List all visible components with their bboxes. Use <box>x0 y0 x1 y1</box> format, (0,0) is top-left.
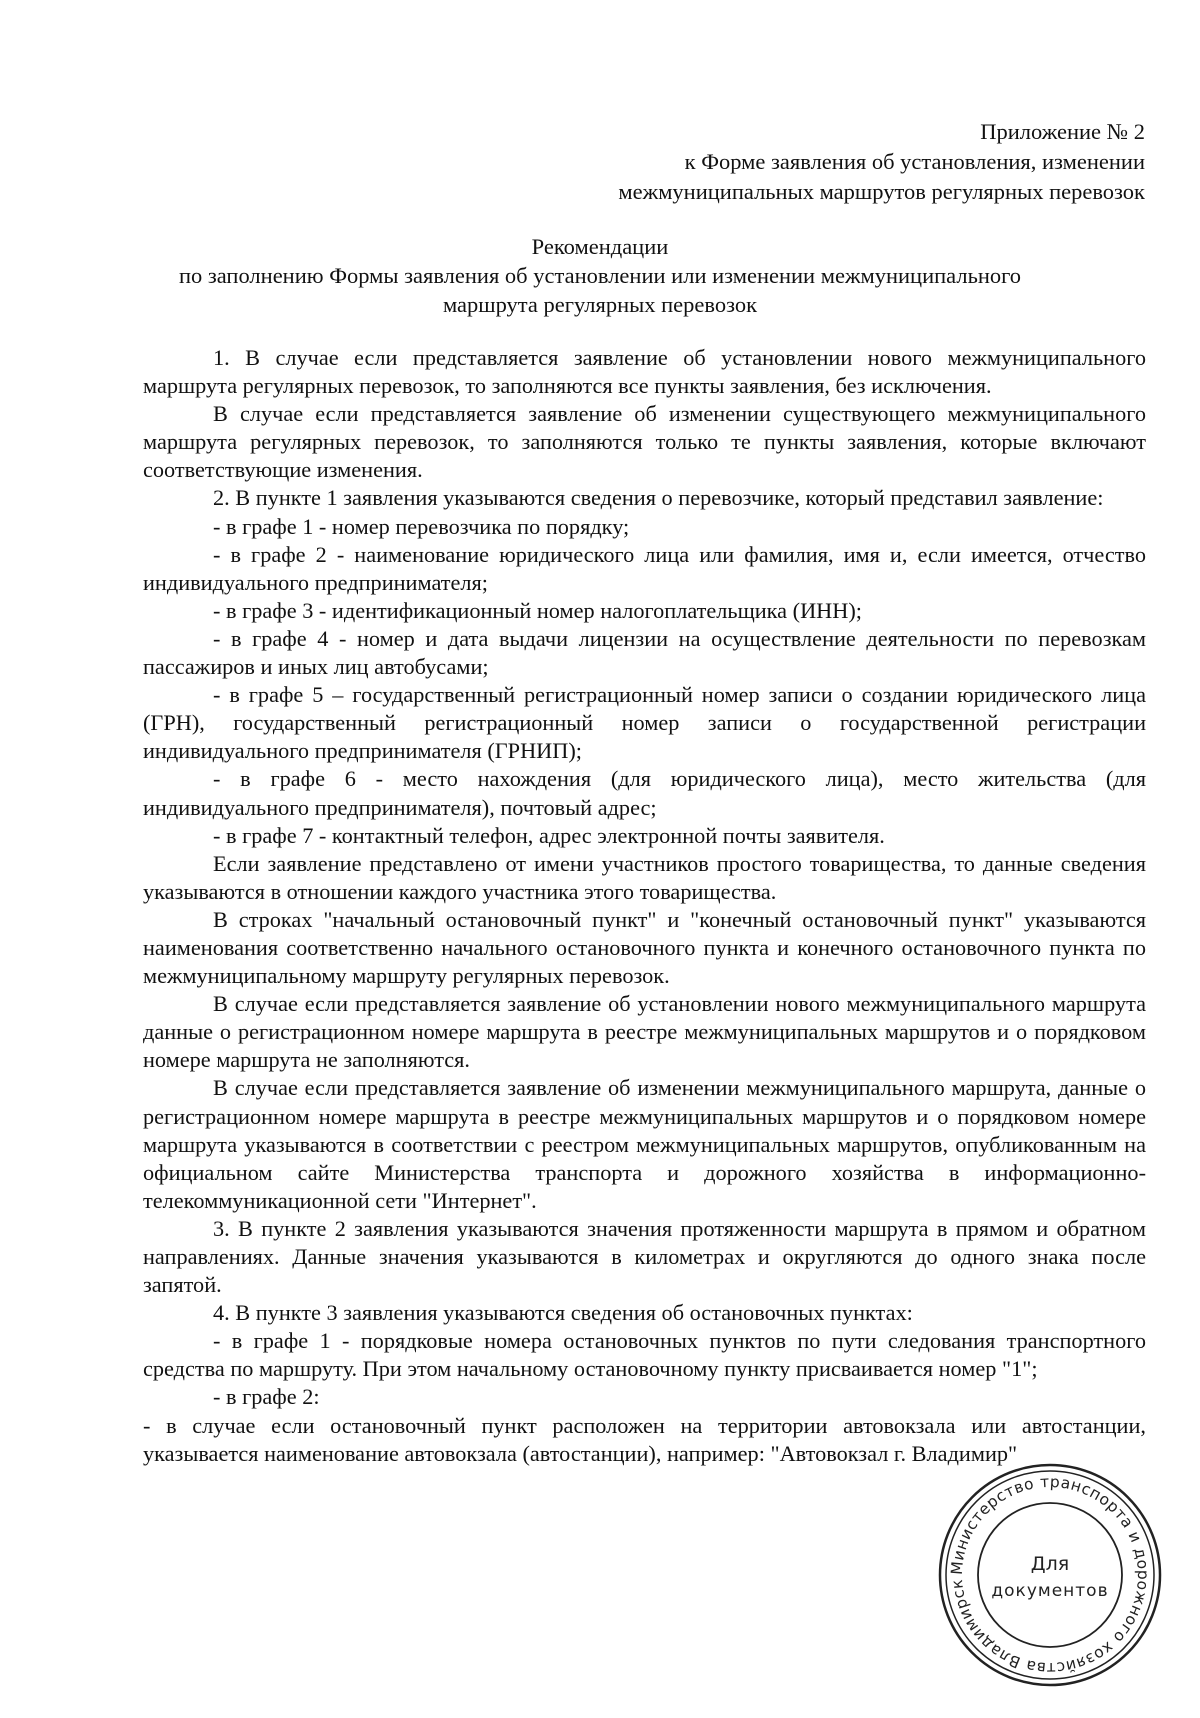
paragraph-11: Если заявление представлено от имени участников простого товарищества, то данные сведения указываются в отношении каждого участника этого товарищества. <box>143 850 1146 904</box>
paragraph-15: 3. В пункте 2 заявления указываются значения протяженности маршрута в прямом и обратном направлениях. Данные значения указываются в километрах и округляются до одного знака после запятой. <box>143 1215 1146 1298</box>
paragraph-9: - в графе 6 - место нахождения (для юридического лица), место жительства (для индивидуального предпринимателя), почтовый адрес; <box>143 766 1146 820</box>
appendix-header <box>445 117 1145 207</box>
document-title <box>140 232 1060 319</box>
document-body <box>143 344 1146 1468</box>
title-heading: Рекомендации <box>531 234 669 259</box>
stamp-center-line-1: Для <box>1030 1553 1070 1575</box>
paragraph-10: - в графе 7 - контактный телефон, адрес электронной почты заявителя. <box>213 822 885 848</box>
title-subheading-line-1: по заполнению Формы заявления об установлении или изменении межмуниципального <box>178 263 1022 288</box>
title-subheading-line-2: маршрута регулярных перевозок <box>442 292 758 317</box>
paragraph-12: В строках "начальный остановочный пункт" и "конечный остановочный пункт" указываются наименования соответственно начального остановочного пункта и конечного остановочного пункта по межмуниципальному маршруту регулярных перевозок. <box>143 906 1146 989</box>
paragraph-16: 4. В пункте 3 заявления указываются сведения об остановочных пунктах: <box>213 1300 913 1326</box>
paragraph-2: В случае если представляется заявление об изменении существующего межмуниципального маршрута регулярных перевозок, то заполняются только те пункты заявления, которые включают соответствующие изменения. <box>143 401 1146 483</box>
paragraph-4: - в графе 1 - номер перевозчика по порядку; <box>213 513 630 539</box>
official-stamp <box>935 1460 1165 1690</box>
paragraph-6: - в графе 3 - идентификационный номер налогоплательщика (ИНН); <box>213 597 863 623</box>
stamp-center-line-2: документов <box>991 1581 1109 1601</box>
appendix-reference-line-1: к Форме заявления об установления, изменении <box>684 149 1145 174</box>
paragraph-17: - в графе 1 - порядковые номера остановочных пунктов по пути следования транспортного средства по маршруту. При этом начальному остановочному пункту присваивается номер "1"; <box>143 1328 1146 1382</box>
paragraph-13: В случае если представляется заявление об установлении нового межмуниципального маршрута данные о регистрационном номере маршрута в реестре межмуниципальных маршрутов и о порядковом номере маршрута не заполняются. <box>143 991 1146 1073</box>
paragraph-7: - в графе 4 - номер и дата выдачи лицензии на осуществление деятельности по перевозкам пассажиров и иных лиц автобусами; <box>143 625 1146 680</box>
paragraph-5: - в графе 2 - наименование юридического лица или фамилия, имя и, если имеется, отчество индивидуального предпринимателя; <box>143 541 1146 595</box>
paragraph-8: - в графе 5 – государственный регистрационный номер записи о создании юридического лица (ГРН), государственный регистрационный номер записи о государственной регистрации индивидуального предпринимателя (ГРНИП); <box>143 682 1146 764</box>
paragraph-1: 1. В случае если представляется заявление об установлении нового межмуниципального маршрута регулярных перевозок, то заполняются все пункты заявления, без исключения. <box>143 345 1146 399</box>
stamp-ring-text: Министерство транспорта и дорожного хозяйства Владимирск <box>947 1472 1153 1678</box>
paragraph-18: - в графе 2: <box>213 1384 320 1410</box>
paragraph-3: 2. В пункте 1 заявления указываются сведения о перевозчике, который представил заявление: <box>213 485 1104 511</box>
paragraph-19: - в случае если остановочный пункт расположен на территории автовокзала или автостанции, указывается наименование автовокзала (автостанции), например: "Автовокзал г. Владимир" <box>143 1412 1146 1466</box>
appendix-number: Приложение № 2 <box>980 119 1145 144</box>
stamp-seal-icon <box>935 1460 1165 1690</box>
appendix-reference-line-2: межмуниципальных маршрутов регулярных перевозок <box>618 179 1145 204</box>
paragraph-14: В случае если представляется заявление об изменении межмуниципального маршрута, данные о регистрационном номере маршрута в реестре межмуниципальных маршрутов и о порядковом номере маршрута указываются в соответствии с реестром межмуниципальных маршрутов, опубликованным на официальном сайте Министерства транспорта и дорожного хозяйства в информационно-телекоммуникационной сети "Интернет". <box>143 1075 1146 1213</box>
